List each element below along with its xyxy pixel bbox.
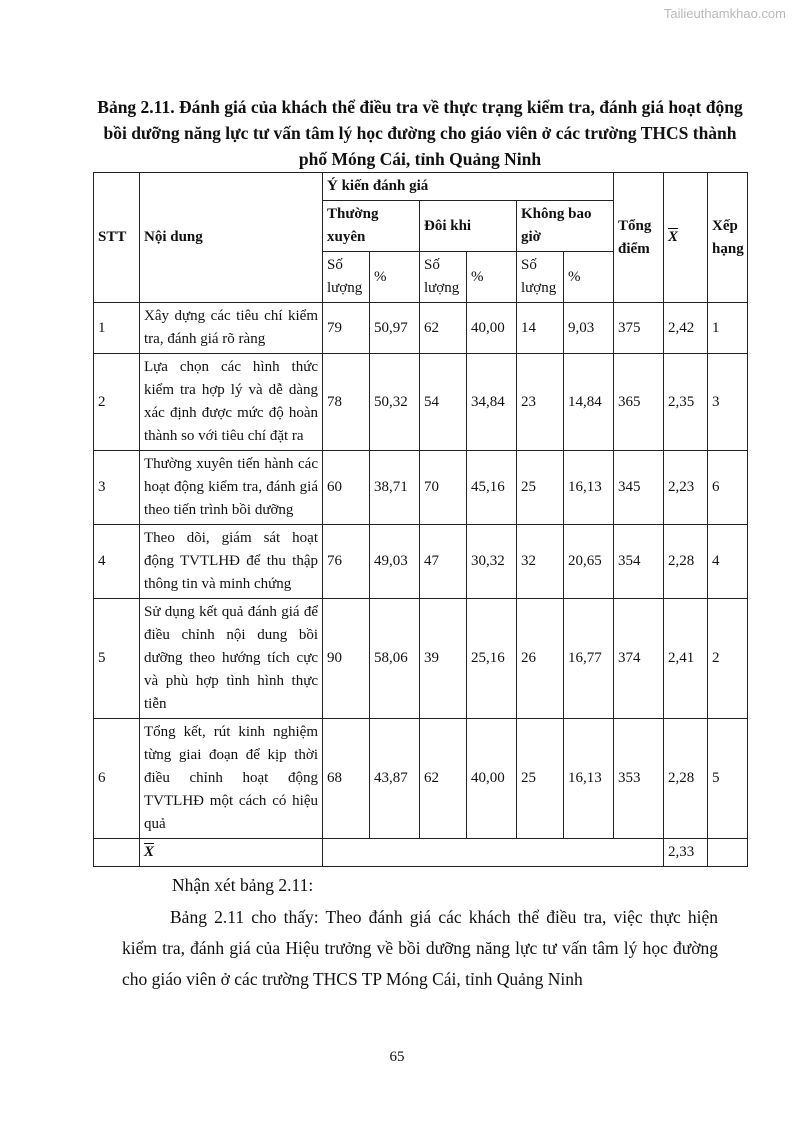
cell-kbg-n: 23 (517, 354, 564, 451)
cell-tx-n: 76 (323, 525, 370, 599)
cell-dk-p: 40,00 (467, 719, 517, 839)
cell-kbg-p: 16,13 (564, 451, 614, 525)
cell-dk-n: 70 (420, 451, 467, 525)
cell-rank: 1 (708, 303, 748, 354)
header-pct: % (370, 252, 420, 303)
cell-tx-p: 38,71 (370, 451, 420, 525)
cell-tong: 375 (614, 303, 664, 354)
header-soluong: Số lượng (420, 252, 467, 303)
cell-dk-p: 25,16 (467, 599, 517, 719)
cell-tx-n: 60 (323, 451, 370, 525)
summary-row (94, 839, 748, 867)
header-xbar: $\overline{X}$ (664, 173, 708, 303)
cell-dk-n: 54 (420, 354, 467, 451)
cell-rank: 6 (708, 451, 748, 525)
cell-kbg-p: 16,77 (564, 599, 614, 719)
cell-kbg-p: 16,13 (564, 719, 614, 839)
cell-stt: 3 (94, 451, 140, 525)
header-stt: STT (94, 173, 140, 303)
cell-kbg-n: 25 (517, 719, 564, 839)
page-number: 65 (389, 1049, 405, 1065)
header-soluong: Số lượng (517, 252, 564, 303)
cell-tong: 365 (614, 354, 664, 451)
table-row (94, 599, 748, 719)
cell-dk-n: 62 (420, 303, 467, 354)
table-row (94, 303, 748, 354)
summary-label: $\overline{X}$ (140, 839, 323, 867)
header-row-1 (94, 173, 748, 201)
evaluation-table (93, 172, 748, 867)
cell-tx-n: 79 (323, 303, 370, 354)
cell-content: Tổng kết, rút kinh nghiệm từng giai đoạn để kịp thời điều chỉnh hoạt động TVTLHĐ một cách có hiệu quả (140, 719, 323, 839)
cell-x: 2,23 (664, 451, 708, 525)
header-tongdiem: Tổng điểm (614, 173, 664, 303)
cell-stt: 5 (94, 599, 140, 719)
cell-x: 2,28 (664, 525, 708, 599)
cell-tx-p: 43,87 (370, 719, 420, 839)
cell-dk-n: 39 (420, 599, 467, 719)
summary-empty (323, 839, 664, 867)
cell-dk-p: 40,00 (467, 303, 517, 354)
summary-value: 2,33 (664, 839, 708, 867)
cell-x: 2,28 (664, 719, 708, 839)
comment-body: Bảng 2.11 cho thấy: Theo đánh giá các khách thể điều tra, việc thực hiện kiểm tra, đánh giá của Hiệu trưởng về bồi dưỡng năng lực tư vấn tâm lý học đường cho giáo viên ở các trường THCS TP Móng Cái, tỉnh Quảng Ninh (122, 907, 718, 989)
table-row (94, 451, 748, 525)
cell-kbg-n: 14 (517, 303, 564, 354)
cell-rank: 3 (708, 354, 748, 451)
cell-content: Xây dựng các tiêu chí kiểm tra, đánh giá rõ ràng (140, 303, 323, 354)
cell-rank: 2 (708, 599, 748, 719)
cell-tong: 345 (614, 451, 664, 525)
cell-dk-p: 30,32 (467, 525, 517, 599)
header-khongbaogio: Không bao giờ (517, 201, 614, 252)
cell-dk-p: 45,16 (467, 451, 517, 525)
cell-x: 2,42 (664, 303, 708, 354)
cell-x: 2,41 (664, 599, 708, 719)
cell-rank: 5 (708, 719, 748, 839)
cell-tx-n: 90 (323, 599, 370, 719)
cell-dk-n: 62 (420, 719, 467, 839)
cell-tx-n: 68 (323, 719, 370, 839)
cell-tong: 353 (614, 719, 664, 839)
table-row (94, 354, 748, 451)
header-pct: % (467, 252, 517, 303)
cell-stt: 2 (94, 354, 140, 451)
header-xephang: Xếp hạng (708, 173, 748, 303)
cell-tx-p: 50,97 (370, 303, 420, 354)
header-thuongxuyen: Thường xuyên (323, 201, 420, 252)
cell-tx-p: 50,32 (370, 354, 420, 451)
cell-kbg-n: 32 (517, 525, 564, 599)
header-ykien: Ý kiến đánh giá (323, 173, 614, 201)
cell-dk-n: 47 (420, 525, 467, 599)
table-row (94, 719, 748, 839)
cell-tong: 374 (614, 599, 664, 719)
table-title: Bảng 2.11. Đánh giá của khách thể điều tra về thực trạng kiểm tra, đánh giá hoạt động bồi dưỡng năng lực tư vấn tâm lý học đường cho giáo viên ở các trường THCS thành phố Móng Cái, tỉnh Quảng Ninh (97, 97, 743, 169)
cell-tx-p: 58,06 (370, 599, 420, 719)
cell-kbg-p: 9,03 (564, 303, 614, 354)
cell-dk-p: 34,84 (467, 354, 517, 451)
cell-rank: 4 (708, 525, 748, 599)
cell-tx-p: 49,03 (370, 525, 420, 599)
cell-content: Lựa chọn các hình thức kiểm tra hợp lý và dễ dàng xác định được mức độ hoàn thành so với tiêu chí đặt ra (140, 354, 323, 451)
cell-kbg-p: 14,84 (564, 354, 614, 451)
header-doikhi: Đôi khi (420, 201, 517, 252)
cell-stt: 1 (94, 303, 140, 354)
cell-content: Theo dõi, giám sát hoạt động TVTLHĐ để thu thập thông tin và minh chứng (140, 525, 323, 599)
cell-tx-n: 78 (323, 354, 370, 451)
watermark: Tailieuthamkhao.com (663, 6, 786, 21)
summary-empty (708, 839, 748, 867)
cell-content: Thường xuyên tiến hành các hoạt động kiểm tra, đánh giá theo tiến trình bồi dưỡng (140, 451, 323, 525)
cell-stt: 6 (94, 719, 140, 839)
header-soluong: Số lượng (323, 252, 370, 303)
cell-kbg-n: 25 (517, 451, 564, 525)
cell-tong: 354 (614, 525, 664, 599)
summary-empty (94, 839, 140, 867)
cell-kbg-p: 20,65 (564, 525, 614, 599)
cell-x: 2,35 (664, 354, 708, 451)
cell-stt: 4 (94, 525, 140, 599)
header-pct: % (564, 252, 614, 303)
header-noidung: Nội dung (140, 173, 323, 303)
cell-content: Sử dụng kết quả đánh giá để điều chỉnh nội dung bồi dưỡng theo hướng tích cực và phù hợp tình hình thực tiễn (140, 599, 323, 719)
cell-kbg-n: 26 (517, 599, 564, 719)
comment-title: Nhận xét bảng 2.11: (172, 875, 314, 895)
table-row (94, 525, 748, 599)
